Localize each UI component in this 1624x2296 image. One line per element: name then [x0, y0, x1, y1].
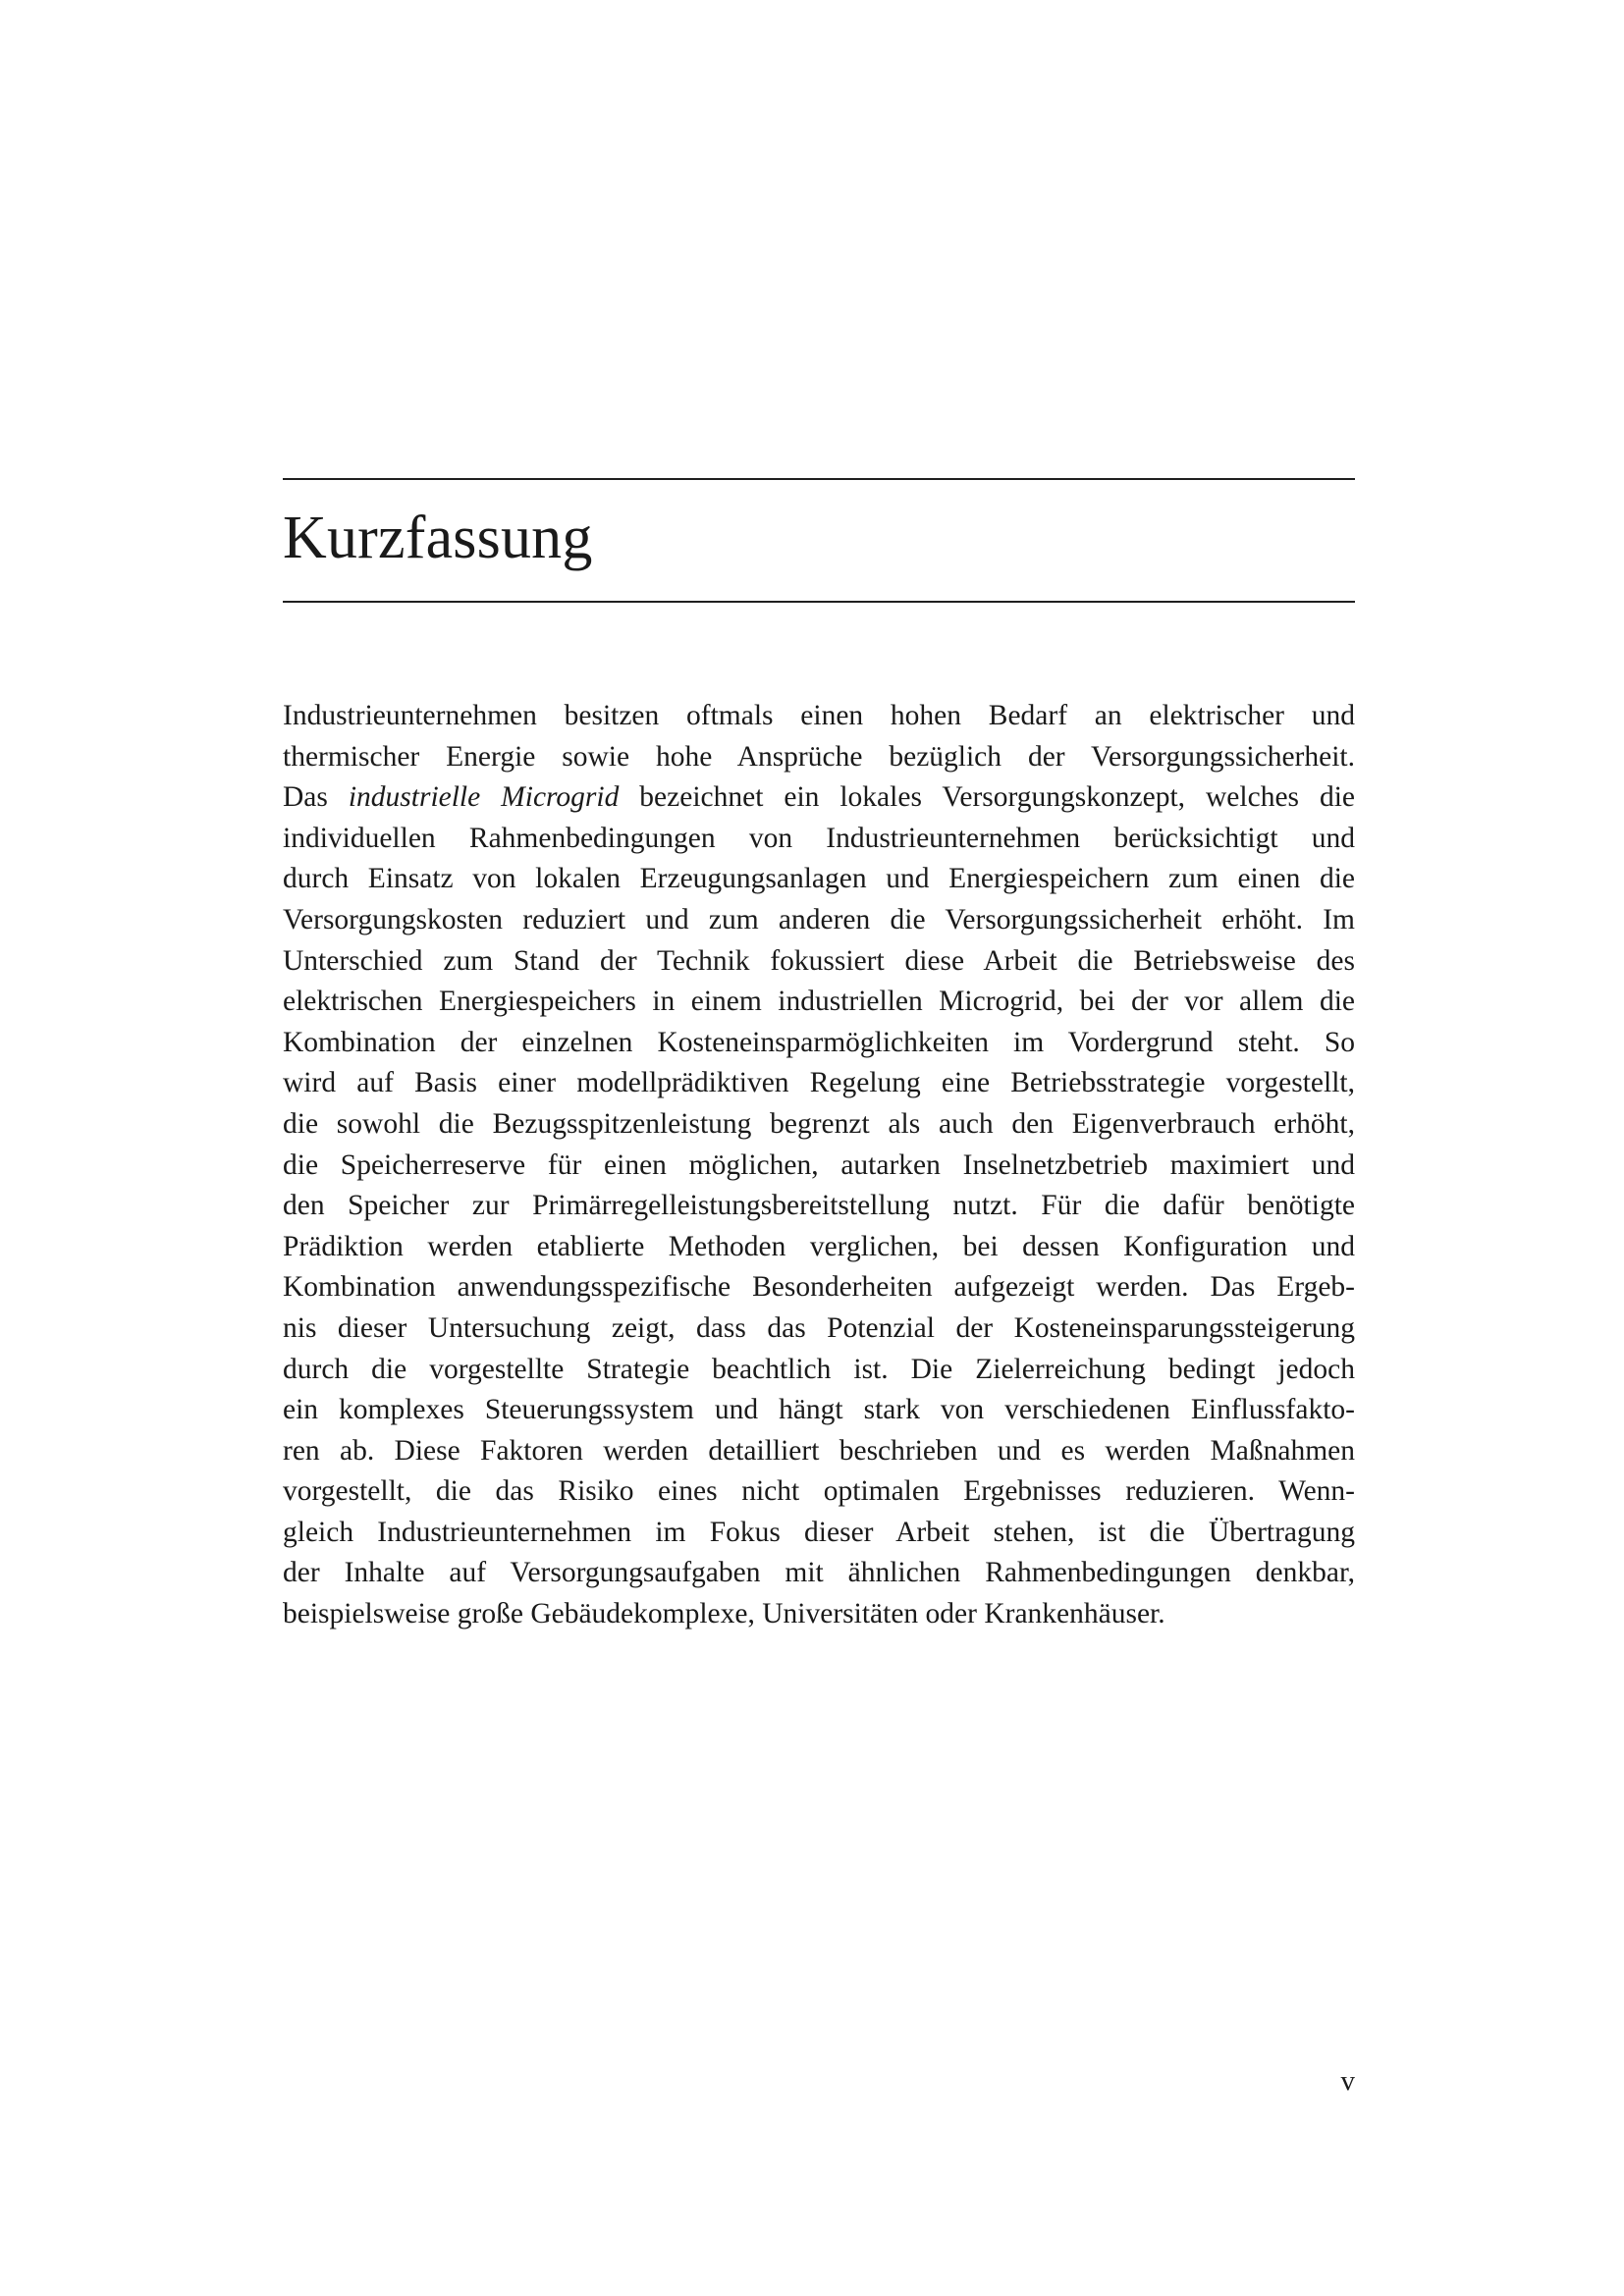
- abstract-line: [283, 777, 1355, 819]
- abstract-line: die Speicherreserve für einen möglichen, autarken Inselnetzbetrieb maximiert und: [283, 1148, 1355, 1181]
- abstract-line: Unterschied zum Stand der Technik fokussiert diese Arbeit die Betriebsweise des: [283, 944, 1355, 977]
- abstract-line: die sowohl die Bezugsspitzenleistung begrenzt als auch den Eigenverbrauch erhöht,: [283, 1107, 1355, 1140]
- abstract-line: durch Einsatz von lokalen Erzeugungsanlagen und Energiespeichern zum einen die: [283, 863, 1355, 895]
- chapter-rule-top: [283, 478, 1355, 480]
- abstract-line: beispielsweise große Gebäudekomplexe, Universitäten oder Krankenhäuser.: [283, 1598, 1165, 1630]
- abstract-line: ren ab. Diese Faktoren werden detailliert beschrieben und es werden Maßnahmen: [283, 1434, 1355, 1467]
- abstract-line: vorgestellt, die das Risiko eines nicht optimalen Ergebnisses reduzieren. Wenn-: [283, 1475, 1355, 1508]
- abstract-line: Versorgungskosten reduziert und zum anderen die Versorgungssicherheit erhöht. Im: [283, 903, 1355, 935]
- abstract-line: ein komplexes Steuerungssystem und hängt stark von verschiedenen Einflussfakto-: [283, 1394, 1355, 1426]
- abstract-line: durch die vorgestellte Strategie beachtlich ist. Die Zielerreichung bedingt jedoch: [283, 1353, 1355, 1385]
- abstract-line: Kombination der einzelnen Kosteneinsparmöglichkeiten im Vordergrund steht. So: [283, 1026, 1355, 1058]
- abstract-emphasis-term: industrielle Microgrid: [348, 781, 620, 814]
- abstract-line-text: Das: [283, 781, 349, 814]
- abstract-line: thermischer Energie sowie hohe Ansprüche bezüglich der Versorgungssicherheit.: [283, 740, 1355, 773]
- abstract-line: individuellen Rahmenbedingungen von Industrieunternehmen berücksichtigt und: [283, 822, 1355, 854]
- abstract-line: gleich Industrieunternehmen im Fokus dieser Arbeit stehen, ist die Übertragung: [283, 1516, 1355, 1548]
- abstract-line: der Inhalte auf Versorgungsaufgaben mit ähnlichen Rahmenbedingungen denkbar,: [283, 1557, 1355, 1589]
- page-number: v: [1340, 2065, 1355, 2097]
- abstract-line: den Speicher zur Primärregelleistungsbereitstellung nutzt. Für die dafür benötigte: [283, 1190, 1355, 1222]
- abstract-line: Kombination anwendungsspezifische Besonderheiten aufgezeigt werden. Das Ergeb-: [283, 1271, 1355, 1304]
- abstract-line: Industrieunternehmen besitzen oftmals einen hohen Bedarf an elektrischer und: [283, 700, 1355, 731]
- chapter-title: Kurzfassung: [283, 505, 593, 571]
- abstract-line: Prädiktion werden etablierte Methoden verglichen, bei dessen Konfiguration und: [283, 1230, 1355, 1262]
- abstract-line-text: bezeichnet ein lokales Versorgungskonzept, welches die: [619, 781, 1356, 814]
- abstract-line: elektrischen Energiespeichers in einem industriellen Microgrid, bei der vor allem die: [283, 986, 1355, 1018]
- abstract-line: nis dieser Untersuchung zeigt, dass das Potenzial der Kosteneinsparungssteigerung: [283, 1311, 1355, 1344]
- chapter-rule-bottom: [283, 601, 1355, 603]
- abstract-paragraph: [283, 696, 1355, 1635]
- abstract-line: wird auf Basis einer modellprädiktiven Regelung eine Betriebsstrategie vorgestellt,: [283, 1067, 1355, 1099]
